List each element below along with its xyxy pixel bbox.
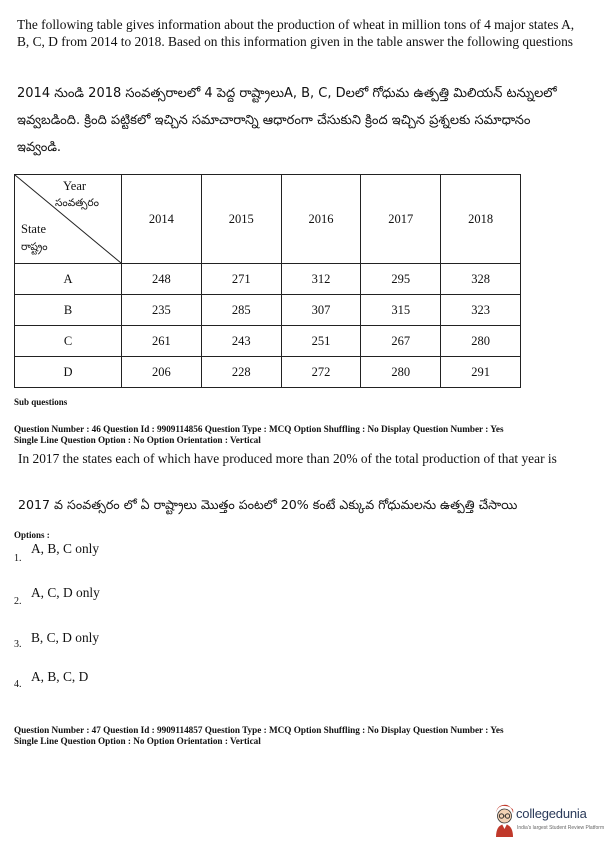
option-4[interactable]: A, B, C, D — [31, 669, 89, 684]
corner-state-label: State — [21, 222, 46, 236]
q46-meta-line2: Single Line Question Option : No Option Orientation : Vertical — [14, 435, 261, 445]
state-cell: C — [15, 326, 122, 357]
corner-state-telugu: రాష్ట్రం — [21, 241, 48, 253]
option-1[interactable]: A, B, C only — [31, 541, 100, 556]
option-number: 1. — [14, 553, 22, 564]
q47-meta-line1: Question Number : 47 Question Id : 9909114857 Question Type : MCQ Option Shuffling : No Display Question Number : Yes — [14, 725, 504, 735]
state-cell: B — [15, 295, 122, 326]
year-header: 2016 — [281, 175, 361, 264]
value-cell: 271 — [201, 264, 281, 295]
value-cell: 307 — [281, 295, 361, 326]
collegedunia-logo — [492, 803, 604, 839]
table-header-row — [15, 175, 521, 264]
q46-meta-line1: Question Number : 46 Question Id : 9909114856 Question Type : MCQ Option Shuffling : No Display Question Number : Yes — [14, 424, 504, 434]
value-cell: 248 — [122, 264, 202, 295]
student-avatar-icon — [492, 803, 516, 837]
value-cell: 261 — [122, 326, 202, 357]
value-cell: 291 — [441, 357, 521, 388]
q46-question-telugu: 2017 వ సంవత్సరం లో ఏ రాష్ట్రాలు మొత్తం పంటలో 20% కంటే ఎక్కువ గోధుమలను ఉత్పత్తి చేసాయి — [18, 497, 518, 512]
intro-english: The following table gives information about the production of wheat in million tons of 4 major states A, B, C, D from 2014 to 2018. Based on this information given in the table answer the following questions — [17, 17, 575, 49]
value-cell: 280 — [361, 357, 441, 388]
value-cell: 323 — [441, 295, 521, 326]
sub-questions-label: Sub questions — [14, 397, 68, 407]
corner-year-telugu: సంవత్సరం — [55, 197, 99, 209]
value-cell: 272 — [281, 357, 361, 388]
value-cell: 251 — [281, 326, 361, 357]
table-row — [15, 295, 521, 326]
value-cell: 312 — [281, 264, 361, 295]
state-cell: D — [15, 357, 122, 388]
logo-tagline: India's largest Student Review Platform — [517, 825, 604, 831]
year-header: 2017 — [361, 175, 441, 264]
q46-question-english: In 2017 the states each of which have produced more than 20% of the total production of that year is — [18, 451, 557, 466]
year-header: 2014 — [122, 175, 202, 264]
state-cell: A — [15, 264, 122, 295]
logo-wordmark: collegedunia — [516, 806, 587, 821]
year-header: 2018 — [441, 175, 521, 264]
q47-meta-line2: Single Line Question Option : No Option Orientation : Vertical — [14, 736, 261, 746]
intro-telugu: 2014 నుండి 2018 సంవత్సరాలలో 4 పెద్ద రాష్ట్రాలుA, B, C, Dలలో గోధుమ ఉత్పత్తి మిలియన్ టన్నులలో ఇవ్వబడింది. క్రింది పట్టికలో ఇచ్చిన సమాచారాన్ని ఆధారంగా చేసుకుని క్రింద ఇచ్చిన ప్రశ్నలకు సమాధానం ఇవ్వండి. — [17, 86, 557, 155]
value-cell: 243 — [201, 326, 281, 357]
value-cell: 280 — [441, 326, 521, 357]
option-number: 4. — [14, 679, 22, 690]
option-3[interactable]: B, C, D only — [31, 630, 100, 645]
value-cell: 328 — [441, 264, 521, 295]
corner-year-label: Year — [63, 179, 87, 193]
table-row — [15, 326, 521, 357]
option-number: 3. — [14, 639, 22, 650]
option-2[interactable]: A, C, D only — [31, 585, 100, 600]
table-row — [15, 357, 521, 388]
value-cell: 235 — [122, 295, 202, 326]
value-cell: 315 — [361, 295, 441, 326]
value-cell: 206 — [122, 357, 202, 388]
value-cell: 267 — [361, 326, 441, 357]
option-number: 2. — [14, 596, 22, 607]
table-corner-cell — [15, 175, 122, 264]
wheat-production-table — [14, 174, 521, 388]
table-row — [15, 264, 521, 295]
value-cell: 285 — [201, 295, 281, 326]
value-cell: 295 — [361, 264, 441, 295]
year-header: 2015 — [201, 175, 281, 264]
value-cell: 228 — [201, 357, 281, 388]
options-label: Options : — [14, 530, 50, 540]
